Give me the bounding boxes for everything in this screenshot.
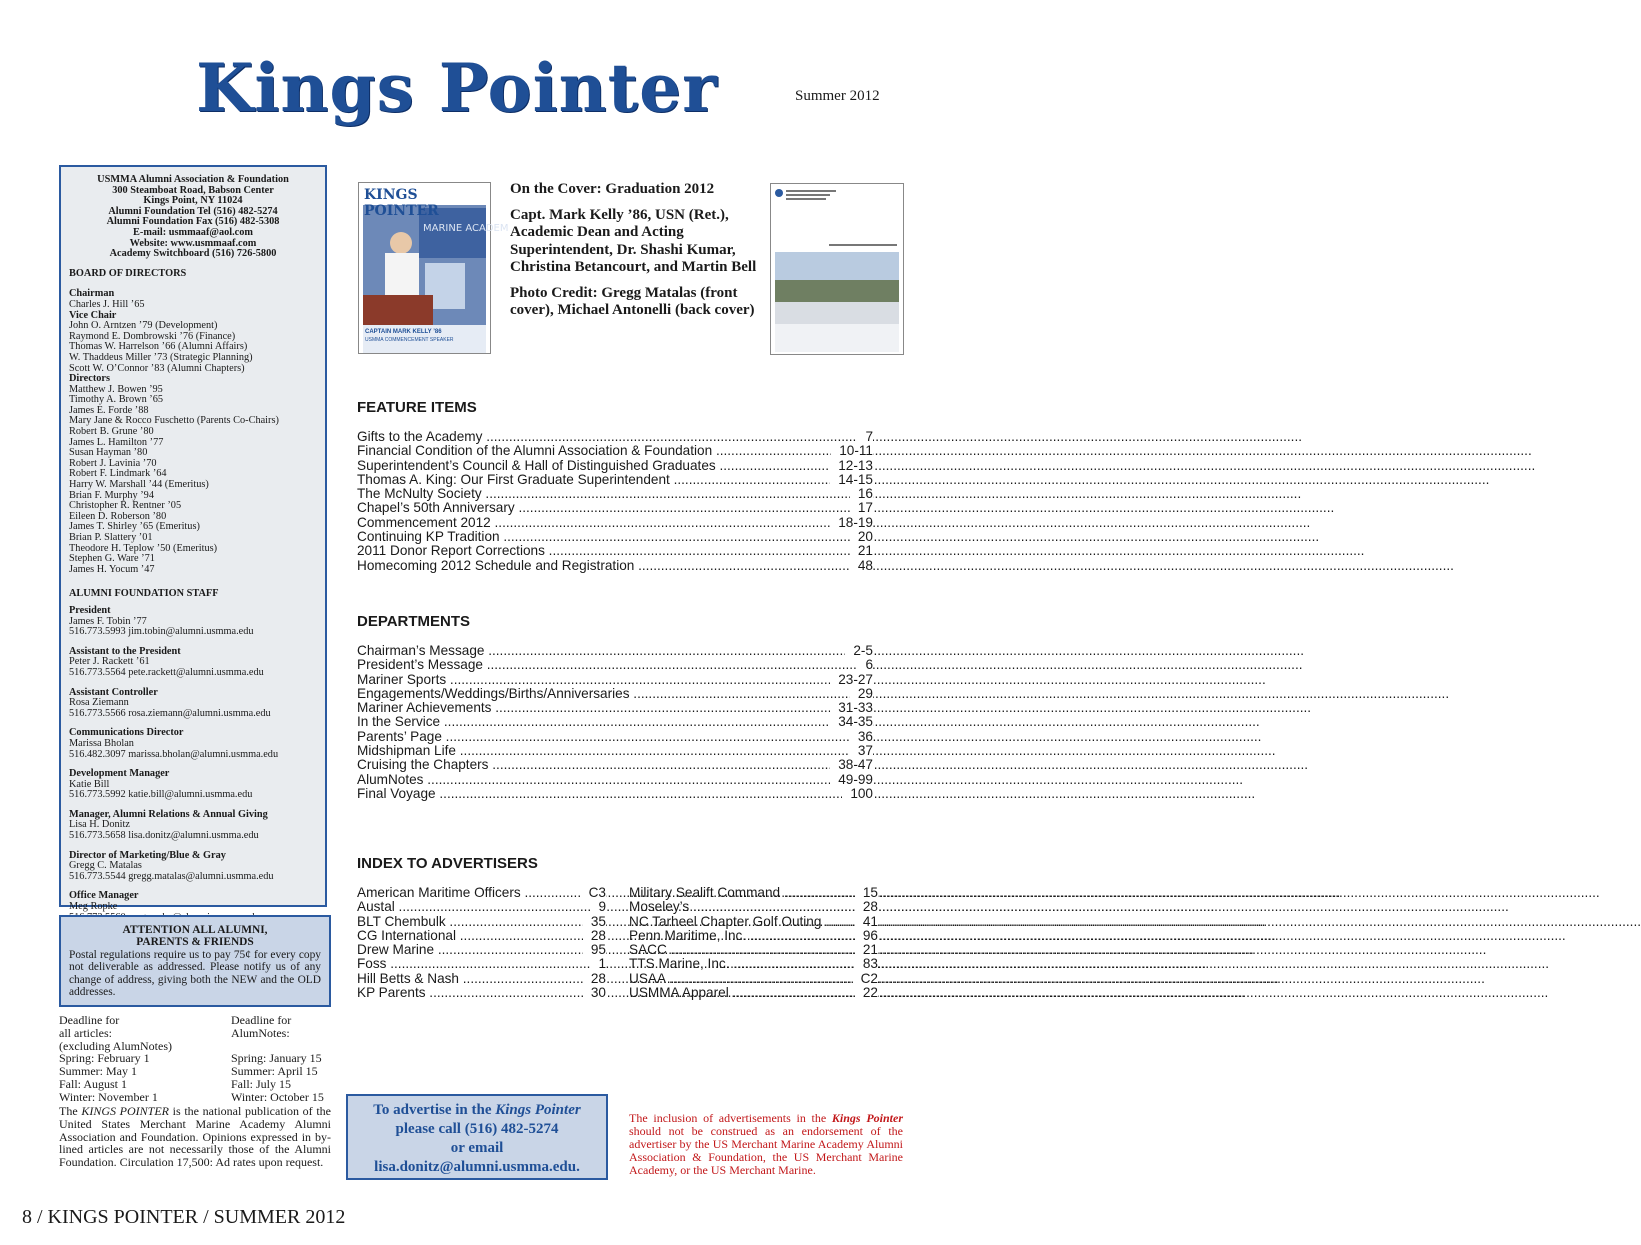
- toc-row: [357, 658, 873, 672]
- toc-label: NC Tarheel Chapter Golf Outing .....: [629, 915, 845, 929]
- staff-name: Meg Ropke: [69, 901, 118, 913]
- address-line: Kings Point, NY 11024: [143, 195, 243, 207]
- toc-row: [357, 487, 873, 501]
- staff-entry: [69, 769, 317, 801]
- director-name: Timothy A. Brown ’65: [69, 394, 164, 406]
- disclaimer-body: should not be construed as an endorsement of the advertiser by the US Merchant Marine Academy Alumni Association & Foundation, the US Merchant Marine Academy, or the US Merchant Marine.: [629, 1124, 903, 1177]
- toc-page: 95: [583, 943, 606, 957]
- toc-page: 22: [855, 986, 878, 1000]
- toc-label: Austal .....: [357, 900, 573, 914]
- notice-title: ATTENTION ALL ALUMNI,: [122, 924, 268, 936]
- toc-row: [357, 673, 873, 687]
- address-line: Alumni Foundation Tel (516) 482-5274: [108, 205, 278, 217]
- cover-thumb-banner: CAPTAIN MARK KELLY ’86: [365, 329, 442, 335]
- toc-row: [357, 915, 606, 929]
- toc-row: [357, 886, 606, 900]
- vice-chair-label: Vice Chair: [69, 309, 117, 321]
- director-name: Stephen G. Ware ’71: [69, 553, 155, 565]
- statement-body: is the national publication of the United States Merchant Marine Academy Alumni Association and Foundation. Opinions expressed in by-lined articles are not necessarily those of the Alumni Foundation. Circulation 17,500: Ad rates upon request.: [59, 1104, 331, 1170]
- toc-label: KP Parents .....: [357, 986, 573, 1000]
- directors-list: [69, 385, 317, 576]
- deadline-line: Deadline for: [231, 1013, 292, 1027]
- cover-backdrop-text: MARINE ACADEM: [423, 223, 509, 234]
- vice-chair-name: Scott W. O’Connor ’83 (Alumni Chapters): [69, 362, 245, 374]
- deadline-line: Fall: July 15: [231, 1076, 292, 1091]
- chairman-name: Charles J. Hill ’65: [69, 298, 145, 310]
- toc-page: 48: [850, 559, 873, 573]
- toc-label: USAA .....: [629, 972, 845, 986]
- toc-page: 83: [855, 957, 878, 971]
- toc-row: [357, 900, 606, 914]
- advertise-email: lisa.donitz@alumni.usmma.edu.: [374, 1159, 580, 1175]
- staff-contact: 516.773.5566 rosa.ziemann@alumni.usmma.edu: [69, 707, 271, 719]
- deadline-articles: [59, 1014, 172, 1104]
- toc-row: [629, 929, 878, 943]
- staff-name: Katie Bill: [69, 778, 110, 790]
- director-name: Susan Hayman ’80: [69, 447, 148, 459]
- switchboard-line: Academy Switchboard (516) 726-5800: [109, 248, 277, 260]
- staff-name: Peter J. Rackett ’61: [69, 656, 150, 668]
- vice-chair-name: Raymond E. Dombrowski ’76 (Finance): [69, 330, 236, 342]
- toc-label: USMMA Apparel .....: [629, 986, 845, 1000]
- director-name: Matthew J. Bowen ’95: [69, 383, 163, 395]
- staff-role: Assistant Controller: [69, 686, 158, 698]
- toc-row: [357, 758, 873, 772]
- front-cover-image: [358, 182, 509, 354]
- toc-page: 49-99: [830, 773, 873, 787]
- director-name: Robert J. Lavinia ’70: [69, 457, 157, 469]
- toc-page: 28: [583, 972, 606, 986]
- staff-entry: [69, 728, 317, 760]
- deadline-line: Deadline for: [59, 1013, 120, 1027]
- deadline-line: Summer: May 1: [59, 1064, 137, 1079]
- toc-page: 21: [850, 544, 873, 558]
- director-name: Robert F. Lindmark ’64: [69, 468, 167, 480]
- address-line: USMMA Alumni Association & Foundation: [97, 174, 289, 185]
- toc-page: 28: [583, 929, 606, 943]
- deadline-line: all articles:: [59, 1025, 112, 1040]
- toc-row: [629, 915, 878, 929]
- toc-row: [357, 744, 873, 758]
- toc-page: 35: [583, 915, 606, 929]
- toc-page: 18-19: [830, 516, 873, 530]
- toc-page: 96: [855, 929, 878, 943]
- toc-row: [629, 957, 878, 971]
- statement-prefix: The: [59, 1104, 82, 1118]
- staff-name: James F. Tobin ’77: [69, 615, 147, 627]
- notice-title: PARENTS & FRIENDS: [136, 936, 254, 949]
- toc-row: [357, 986, 606, 1000]
- notice-body: Postal regulations require us to pay 75¢ for every copy not deliverable as addressed. Please notify us of any change of address, giving both the NEW and the OLD addresses.: [69, 948, 321, 999]
- email-line: E-mail: usmmaaf@aol.com: [133, 226, 253, 238]
- toc-page: 23-27: [830, 673, 873, 687]
- director-name: Theodore H. Teplow ’50 (Emeritus): [69, 542, 218, 554]
- staff-role: Office Manager: [69, 890, 139, 902]
- toc-row: [357, 644, 873, 658]
- toc-page: 2-5: [845, 644, 873, 658]
- seal-icon: [775, 189, 783, 197]
- toc-label: Thomas A. King: Our First Graduate Superintendent .....: [357, 473, 815, 487]
- toc-page: C3: [581, 886, 606, 900]
- toc-page: 34-35: [830, 715, 873, 729]
- toc-row: [357, 773, 873, 787]
- advertise-line: [353, 1101, 601, 1120]
- toc-label: AlumNotes .....: [357, 773, 815, 787]
- director-name: James H. Yocum ’47: [69, 563, 155, 575]
- disclaimer-prefix: The inclusion of advertisements in the: [629, 1111, 832, 1125]
- toc-row: [357, 459, 873, 473]
- director-name: Christopher R. Rentner ’05: [69, 500, 182, 512]
- staff-contact: 516.773.5993 jim.tobin@alumni.usmma.edu: [69, 626, 254, 638]
- toc-row: [357, 957, 606, 971]
- toc-row: [357, 544, 873, 558]
- masthead-title: Kings Pointer: [196, 49, 718, 127]
- toc-row: [357, 972, 606, 986]
- advertisers-list-left: [357, 886, 606, 1000]
- departments-heading: DEPARTMENTS: [357, 613, 471, 630]
- toc-page: 31-33: [830, 701, 873, 715]
- toc-page: 100: [842, 787, 873, 801]
- staff-entry: [69, 606, 317, 638]
- advertising-disclaimer: [629, 1112, 903, 1177]
- toc-page: 15: [855, 886, 878, 900]
- feature-items-heading: FEATURE ITEMS: [357, 399, 477, 416]
- toc-label: Mariner Achievements .....: [357, 701, 815, 715]
- deadline-line: (excluding AlumNotes): [59, 1038, 172, 1053]
- toc-page: 20: [850, 530, 873, 544]
- deadline-line: Fall: August 1: [59, 1076, 128, 1091]
- toc-label: TTS Marine, Inc. .....: [629, 957, 845, 971]
- cover-description: [510, 181, 760, 328]
- deadline-line: AlumNotes:: [231, 1025, 290, 1040]
- toc-page: 10-11: [831, 444, 873, 458]
- deadline-line: Spring: January 15: [231, 1051, 322, 1066]
- page-footer: 8 / KINGS POINTER / SUMMER 2012: [22, 1206, 346, 1228]
- staff-name: Marissa Bholan: [69, 737, 134, 749]
- director-name: Robert B. Grune ’80: [69, 426, 154, 438]
- cover-heading: On the Cover: Graduation 2012: [510, 181, 715, 197]
- association-address: [69, 175, 317, 260]
- vice-chair-list: [69, 321, 317, 374]
- staff-name: Gregg C. Matalas: [69, 860, 142, 872]
- staff-contact: 516.773.5564 pete.rackett@alumni.usmma.edu: [69, 666, 264, 678]
- staff-role: Director of Marketing/Blue & Gray: [69, 849, 226, 861]
- toc-row: [357, 730, 873, 744]
- toc-page: 30: [583, 986, 606, 1000]
- toc-page: 36: [850, 730, 873, 744]
- directors-label: Directors: [69, 373, 110, 385]
- toc-page: 14-15: [830, 473, 873, 487]
- photo-credit: Photo Credit: Gregg Matalas (front cover), Michael Antonelli (back cover): [510, 284, 755, 318]
- feature-items-list: [357, 430, 873, 573]
- staff-name: Rosa Ziemann: [69, 697, 129, 709]
- director-name: Harry W. Marshall ’44 (Emeritus): [69, 479, 209, 491]
- toc-label: BLT Chembulk .....: [357, 915, 573, 929]
- toc-label: Continuing KP Tradition .....: [357, 530, 815, 544]
- toc-label: In the Service .....: [357, 715, 815, 729]
- chairman-label: Chairman: [69, 288, 115, 300]
- deadline-alumnotes: [231, 1014, 324, 1104]
- deadline-line: Spring: February 1: [59, 1051, 150, 1066]
- toc-row: [357, 559, 873, 573]
- toc-page: 9: [590, 900, 606, 914]
- toc-page: 29: [850, 687, 873, 701]
- toc-label: Parents’ Page .....: [357, 730, 815, 744]
- toc-label: Midshipman Life .....: [357, 744, 815, 758]
- staff-entry: [69, 647, 317, 679]
- toc-row: [629, 886, 878, 900]
- toc-label: President’s Message .....: [357, 658, 815, 672]
- back-cover-image: [770, 183, 904, 355]
- staff-role: Assistant to the President: [69, 645, 181, 657]
- toc-label: Financial Condition of the Alumni Association & Foundation .....: [357, 444, 815, 458]
- toc-row: [357, 430, 873, 444]
- toc-row: [629, 900, 878, 914]
- director-name: James L. Hamilton ’77: [69, 436, 164, 448]
- toc-label: Drew Marine .....: [357, 943, 573, 957]
- toc-row: [357, 787, 873, 801]
- toc-row: [357, 473, 873, 487]
- toc-label: Superintendent’s Council & Hall of Distinguished Graduates .....: [357, 459, 815, 473]
- cover-thumb-logo: KINGS POINTER: [364, 187, 439, 219]
- toc-label: Engagements/Weddings/Births/Anniversaries .....: [357, 687, 815, 701]
- advertise-prefix: To advertise in the: [373, 1102, 496, 1118]
- toc-row: [629, 943, 878, 957]
- toc-row: [357, 501, 873, 515]
- toc-row: [357, 715, 873, 729]
- advertisers-list-right: [629, 886, 878, 1000]
- publication-name: KINGS POINTER: [81, 1104, 169, 1118]
- toc-row: [629, 972, 878, 986]
- advertisers-heading: INDEX TO ADVERTISERS: [357, 855, 538, 872]
- association-info-box: [59, 165, 327, 913]
- director-name: James T. Shirley ’65 (Emeritus): [69, 521, 200, 533]
- staff-contact: 516.773.5544 gregg.matalas@alumni.usmma.edu: [69, 870, 274, 882]
- toc-page: 17: [850, 501, 873, 515]
- toc-label: Penn Maritime, Inc. .....: [629, 929, 845, 943]
- toc-page: 7: [857, 430, 873, 444]
- publication-name: Kings Pointer: [831, 1111, 903, 1125]
- advertise-box: [346, 1094, 608, 1180]
- toc-label: Homecoming 2012 Schedule and Registration .....: [357, 559, 815, 573]
- cover-thumb-subtitle: USMMA COMMENCEMENT SPEAKER: [365, 337, 454, 343]
- toc-row: [357, 516, 873, 530]
- director-name: Eileen D. Roberson ’80: [69, 510, 167, 522]
- deadline-line: Summer: April 15: [231, 1064, 318, 1079]
- director-name: Mary Jane & Rocco Fuschetto (Parents Co-Chairs): [69, 415, 279, 427]
- toc-row: [357, 444, 873, 458]
- director-name: James E. Forde ’88: [69, 404, 149, 416]
- deadline-line: Winter: November 1: [59, 1089, 158, 1104]
- vice-chair-name: Thomas W. Harrelson ’66 (Alumni Affairs): [69, 341, 248, 353]
- staff-role: Communications Director: [69, 727, 184, 739]
- issue-date: Summer 2012: [795, 88, 880, 104]
- toc-row: [357, 687, 873, 701]
- toc-page: 37: [850, 744, 873, 758]
- toc-label: 2011 Donor Report Corrections .....: [357, 544, 815, 558]
- director-name: Brian P. Slattery ’01: [69, 532, 153, 543]
- board-heading: BOARD OF DIRECTORS: [69, 267, 187, 279]
- publication-name: Kings Pointer: [495, 1102, 581, 1118]
- toc-label: Cruising the Chapters .....: [357, 758, 815, 772]
- staff-entry: [69, 688, 317, 720]
- toc-page: 21: [855, 943, 878, 957]
- toc-page: 1: [590, 957, 606, 971]
- toc-page: C2: [853, 972, 878, 986]
- staff-entry: [69, 851, 317, 883]
- address-line: Alumni Foundation Fax (516) 482-5308: [106, 216, 280, 228]
- cover-caption: Capt. Mark Kelly ’86, USN (Ret.), Academic Dean and Acting Superintendent, Dr. Shashi Kumar, Christina Betancourt, and Martin Bell: [510, 206, 757, 275]
- staff-list: [69, 606, 317, 923]
- toc-row: [357, 701, 873, 715]
- advertise-phone: please call (516) 482-5274: [395, 1121, 559, 1137]
- toc-row: [629, 986, 878, 1000]
- toc-label: Gifts to the Academy .....: [357, 430, 815, 444]
- toc-label: Commencement 2012 .....: [357, 516, 815, 530]
- website-line: Website: www.usmmaaf.com: [129, 237, 257, 249]
- vice-chair-name: W. Thaddeus Miller ’73 (Strategic Planning): [69, 351, 253, 363]
- toc-label: Foss .....: [357, 957, 573, 971]
- publication-statement: [59, 1105, 331, 1169]
- toc-label: Chairman’s Message .....: [357, 644, 815, 658]
- toc-label: Military Sealift Command .....: [629, 886, 845, 900]
- toc-label: Mariner Sports .....: [357, 673, 815, 687]
- staff-contact: 516.773.5992 katie.bill@alumni.usmma.edu: [69, 789, 253, 801]
- staff-entry: [69, 810, 317, 842]
- staff-contact: 516.482.3097 marissa.bholan@alumni.usmma.edu: [69, 748, 279, 760]
- toc-row: [357, 929, 606, 943]
- toc-label: Chapel’s 50th Anniversary .....: [357, 501, 815, 515]
- toc-page: 16: [850, 487, 873, 501]
- departments-list: [357, 644, 873, 801]
- director-name: Brian F. Murphy ’94: [69, 489, 154, 501]
- staff-role: President: [69, 604, 111, 616]
- staff-name: Lisa H. Donitz: [69, 819, 130, 831]
- toc-page: 12-13: [830, 459, 873, 473]
- deadline-line: Winter: October 15: [231, 1089, 324, 1104]
- vice-chair-name: John O. Arntzen ’79 (Development): [69, 320, 218, 332]
- advertise-line: or email: [450, 1140, 504, 1156]
- toc-page: 28: [855, 900, 878, 914]
- staff-role: Development Manager: [69, 768, 170, 780]
- toc-label: Moseley’s .....: [629, 900, 845, 914]
- address-line: 300 Steamboat Road, Babson Center: [112, 184, 274, 196]
- toc-row: [357, 943, 606, 957]
- staff-heading: ALUMNI FOUNDATION STAFF: [69, 588, 219, 600]
- toc-label: American Maritime Officers .....: [357, 886, 573, 900]
- toc-label: Hill Betts & Nash .....: [357, 972, 573, 986]
- staff-contact: 516.773.5658 lisa.donitz@alumni.usmma.edu: [69, 830, 259, 842]
- toc-label: The McNulty Society .....: [357, 487, 815, 501]
- toc-page: 41: [855, 915, 878, 929]
- toc-label: Final Voyage .....: [357, 787, 815, 801]
- toc-page: 6: [857, 658, 873, 672]
- address-change-notice: [59, 915, 331, 1007]
- toc-label: SACC .....: [629, 943, 845, 957]
- staff-role: Manager, Alumni Relations & Annual Giving: [69, 808, 268, 820]
- toc-page: 38-47: [830, 758, 873, 772]
- toc-row: [357, 530, 873, 544]
- toc-label: CG International .....: [357, 929, 573, 943]
